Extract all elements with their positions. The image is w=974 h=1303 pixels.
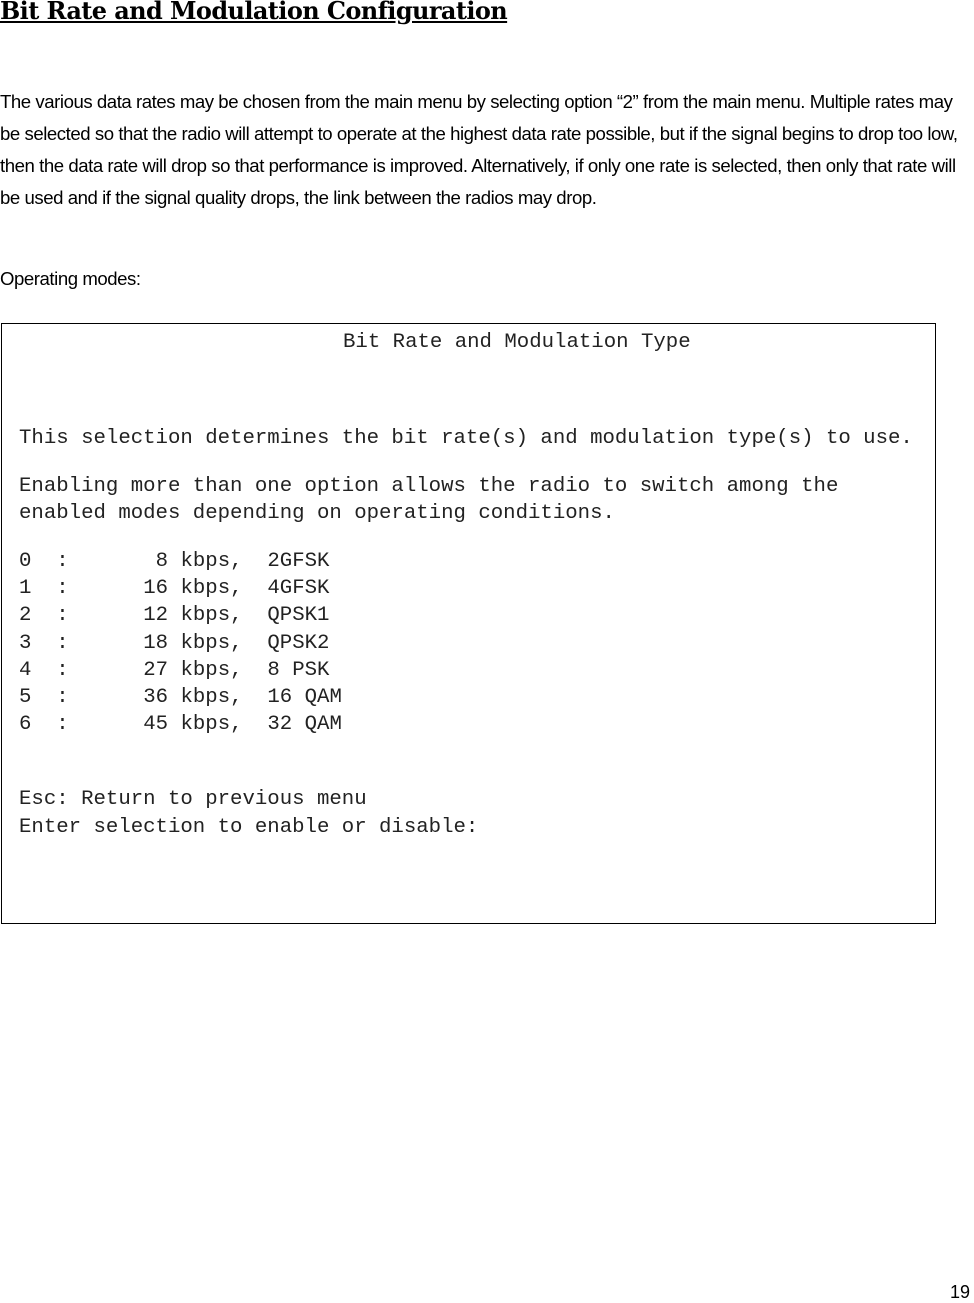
mode-option-row xyxy=(19,550,619,577)
option-unit: kbps, xyxy=(180,713,243,737)
option-unit: kbps, xyxy=(180,631,243,655)
option-key: 0 xyxy=(19,550,32,573)
option-colon: : xyxy=(56,631,69,655)
option-unit: kbps, xyxy=(180,550,243,573)
mode-option-row xyxy=(19,659,619,686)
terminal-title: Bit Rate and Modulation Type xyxy=(343,331,691,354)
option-colon: : xyxy=(56,658,69,682)
option-mod: 2GFSK xyxy=(267,550,330,573)
mode-option-row xyxy=(19,632,619,659)
page-number: 19 xyxy=(949,1282,970,1302)
option-key: 1 xyxy=(19,577,32,601)
option-colon: : xyxy=(56,577,69,601)
option-mod: 32 QAM xyxy=(267,713,342,737)
option-rate: 45 xyxy=(143,713,169,737)
mode-option-row xyxy=(19,577,619,604)
option-unit: kbps, xyxy=(180,604,243,628)
mode-option-row xyxy=(19,686,619,713)
option-unit: kbps, xyxy=(180,686,243,709)
mode-option-row xyxy=(19,604,619,631)
option-colon: : xyxy=(56,686,69,709)
option-mod: QPSK2 xyxy=(267,631,330,655)
option-colon: : xyxy=(56,604,69,628)
option-colon: : xyxy=(56,713,69,737)
mode-option-row xyxy=(19,713,619,740)
option-mod: 16 QAM xyxy=(267,686,342,709)
option-mod: 8 PSK xyxy=(267,658,330,682)
option-key: 3 xyxy=(19,631,32,655)
terminal-esc-hint: Esc: Return to previous menu xyxy=(19,788,367,811)
option-rate: 12 xyxy=(143,604,169,628)
option-unit: kbps, xyxy=(180,658,243,682)
intro-paragraph: The various data rates may be chosen from the main menu by selecting option “2” from the main menu. Multiple rates may be selected so that the radio will attempt to operate at the highest data rate possible, but if the signal begins to drop too low, then the data rate will drop so that performance is improved. Alternatively, if only one rate is selected, then only that rate will be used and if the signal quality drops, the link between the radios may drop. xyxy=(0,91,958,208)
terminal-screen xyxy=(1,323,936,924)
option-mod: QPSK1 xyxy=(267,604,330,628)
option-rate: 8 xyxy=(155,550,169,573)
terminal-prompt: Enter selection to enable or disable: xyxy=(19,816,479,839)
option-key: 2 xyxy=(19,604,32,628)
option-key: 4 xyxy=(19,658,32,682)
terminal-description: This selection determines the bit rate(s) and modulation type(s) to use. xyxy=(19,427,913,450)
terminal-description-2b: enabled modes depending on operating conditions. xyxy=(19,502,615,525)
option-rate: 18 xyxy=(143,631,169,655)
option-rate: 36 xyxy=(143,686,169,709)
option-key: 6 xyxy=(19,713,32,737)
operating-modes-label: Operating modes: xyxy=(0,268,141,289)
option-rate: 16 xyxy=(143,577,169,601)
terminal-description-2a: Enabling more than one option allows the radio to switch among the xyxy=(19,475,839,498)
option-rate: 27 xyxy=(143,658,169,682)
option-colon: : xyxy=(56,550,69,573)
option-mod: 4GFSK xyxy=(267,577,330,601)
option-key: 5 xyxy=(19,686,32,709)
page-heading: Bit Rate and Modulation Configuration xyxy=(0,0,508,25)
option-unit: kbps, xyxy=(180,577,243,601)
